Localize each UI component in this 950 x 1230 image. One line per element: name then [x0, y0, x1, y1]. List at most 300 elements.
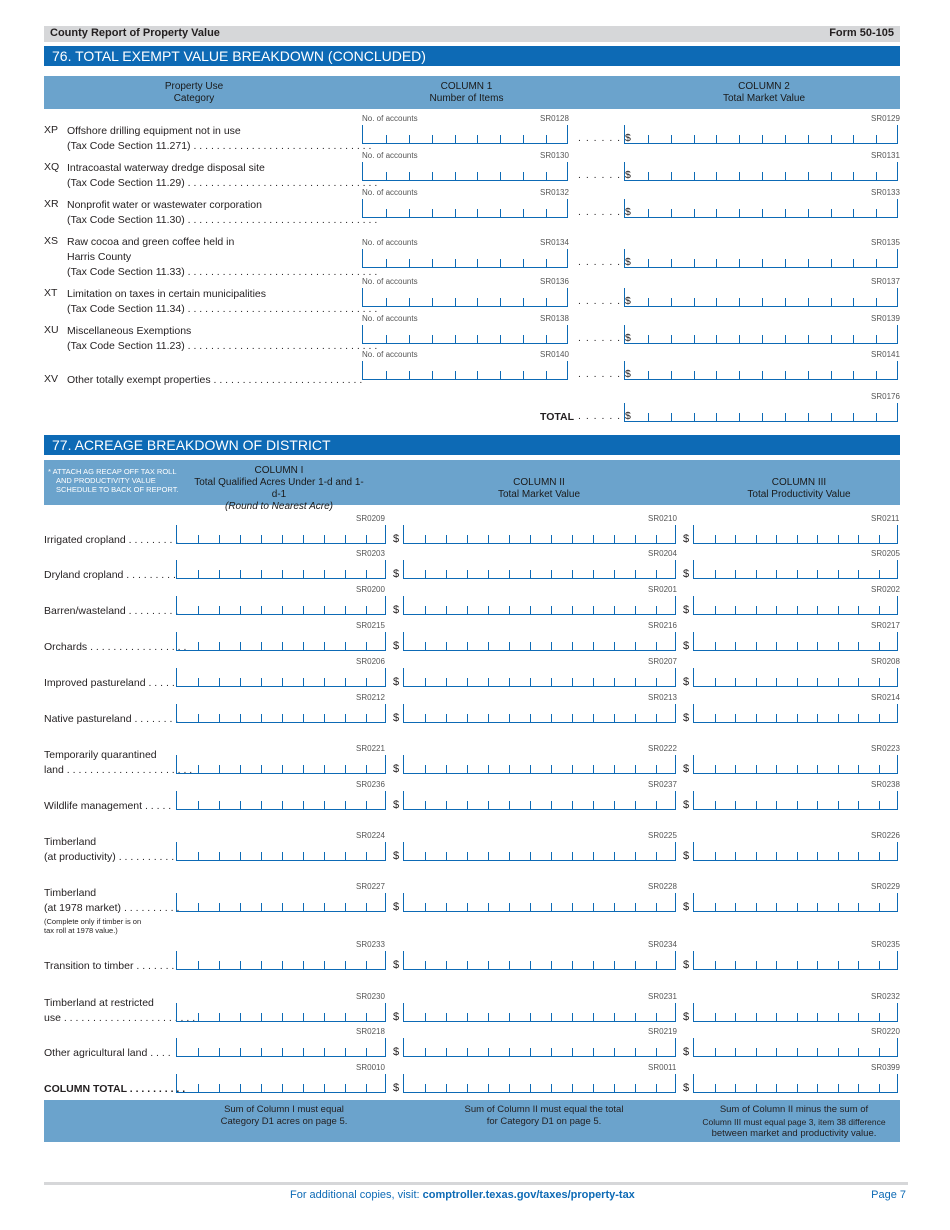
- field-separator: [366, 714, 367, 722]
- accounts-label: No. of accounts: [362, 238, 418, 247]
- field-separator: [530, 570, 531, 578]
- number-of-items-field[interactable]: [362, 162, 568, 181]
- sr-code: SR0131: [871, 151, 900, 160]
- field-separator: [716, 371, 717, 379]
- field-separator: [879, 961, 880, 969]
- land-use-label: Wildlife management . . . . .: [44, 800, 172, 812]
- category-label: Miscellaneous Exemptions (Tax Code Section 11.23) . . . . . . . . . . . . . . . . . . . . . . . . . . . . . . . . .: [67, 325, 378, 352]
- productivity-value-field[interactable]: [693, 893, 898, 912]
- acres-field[interactable]: [176, 632, 386, 651]
- market-value-field[interactable]: [403, 893, 676, 912]
- sr-code: SR0129: [871, 114, 900, 123]
- field-separator: [551, 1084, 552, 1092]
- field-separator: [756, 1084, 757, 1092]
- field-separator: [282, 606, 283, 614]
- sr-code: SR0230: [356, 992, 385, 1001]
- field-separator: [776, 642, 777, 650]
- field-separator: [303, 903, 304, 911]
- field-separator: [303, 570, 304, 578]
- dollar-sign: $: [683, 568, 690, 580]
- sr-code: SR0237: [648, 780, 677, 789]
- acres-field[interactable]: [176, 842, 386, 861]
- field-separator: [593, 801, 594, 809]
- market-value-field[interactable]: [403, 560, 676, 579]
- field-separator: [477, 259, 478, 267]
- sr-code: SR0176: [871, 392, 900, 401]
- market-value-field[interactable]: [624, 288, 898, 307]
- sr-code: SR0205: [871, 549, 900, 558]
- productivity-value-field[interactable]: [693, 842, 898, 861]
- field-separator: [282, 961, 283, 969]
- sr-code: SR0132: [540, 188, 569, 197]
- field-separator: [831, 209, 832, 217]
- field-separator: [817, 903, 818, 911]
- acres-field[interactable]: [176, 951, 386, 970]
- market-value-field[interactable]: [403, 632, 676, 651]
- number-of-items-field[interactable]: [362, 288, 568, 307]
- field-separator: [303, 642, 304, 650]
- field-separator: [656, 801, 657, 809]
- field-separator: [656, 765, 657, 773]
- productivity-value-field[interactable]: [693, 704, 898, 723]
- acres-field[interactable]: [176, 1003, 386, 1022]
- field-separator: [425, 961, 426, 969]
- field-separator: [366, 1084, 367, 1092]
- category-label: Nonprofit water or wastewater corporation (Tax Code Section 11.30) . . . . . . . . . . . . . . . . . . . . . . . . . . . . . . . . .: [67, 199, 378, 226]
- field-separator: [409, 209, 410, 217]
- field-separator: [739, 298, 740, 306]
- field-separator: [831, 413, 832, 421]
- number-of-items-field[interactable]: [362, 361, 568, 380]
- market-value-field[interactable]: [403, 668, 676, 687]
- accounts-label: No. of accounts: [362, 114, 418, 123]
- dollar-sign: $: [393, 799, 400, 811]
- footer-rule: [44, 1182, 908, 1185]
- sr-code: SR0225: [648, 831, 677, 840]
- field-separator: [715, 961, 716, 969]
- accounts-label: No. of accounts: [362, 277, 418, 286]
- field-separator: [735, 606, 736, 614]
- land-use-label: COLUMN TOTAL . . . . . . . . . .: [44, 1083, 186, 1095]
- field-separator: [876, 259, 877, 267]
- number-of-items-field[interactable]: [362, 325, 568, 344]
- field-separator: [198, 714, 199, 722]
- field-separator: [282, 678, 283, 686]
- field-separator: [198, 535, 199, 543]
- field-separator: [198, 1048, 199, 1056]
- total-market-value-field[interactable]: [624, 403, 898, 422]
- field-separator: [838, 765, 839, 773]
- field-separator: [261, 903, 262, 911]
- sr-code: SR0206: [356, 657, 385, 666]
- field-separator: [735, 765, 736, 773]
- acreage-column-3-header: COLUMN III Total Productivity Value: [747, 477, 851, 500]
- field-separator: [219, 765, 220, 773]
- field-separator: [858, 570, 859, 578]
- field-separator: [838, 961, 839, 969]
- market-value-field[interactable]: [624, 162, 898, 181]
- field-separator: [656, 903, 657, 911]
- productivity-value-field[interactable]: [693, 1074, 898, 1093]
- field-separator: [656, 535, 657, 543]
- market-value-field[interactable]: [403, 596, 676, 615]
- number-of-items-field[interactable]: [362, 125, 568, 144]
- acreage-column-2-header: COLUMN II Total Market Value: [497, 477, 581, 500]
- acres-field[interactable]: [176, 791, 386, 810]
- accounts-label: No. of accounts: [362, 350, 418, 359]
- field-separator: [345, 1048, 346, 1056]
- field-separator: [303, 535, 304, 543]
- field-separator: [467, 535, 468, 543]
- sr-code: SR0139: [871, 314, 900, 323]
- dollar-sign: $: [683, 676, 690, 688]
- market-value-field[interactable]: [403, 842, 676, 861]
- accounts-label: No. of accounts: [362, 314, 418, 323]
- number-of-items-field[interactable]: [362, 199, 568, 218]
- field-separator: [523, 172, 524, 180]
- sr-code: SR0214: [871, 693, 900, 702]
- field-separator: [432, 371, 433, 379]
- field-separator: [879, 1013, 880, 1021]
- field-separator: [671, 259, 672, 267]
- dollar-sign: $: [393, 1046, 400, 1058]
- field-separator: [446, 642, 447, 650]
- field-separator: [817, 1084, 818, 1092]
- field-separator: [572, 678, 573, 686]
- field-separator: [876, 135, 877, 143]
- field-separator: [648, 209, 649, 217]
- market-value-field[interactable]: [624, 361, 898, 380]
- field-separator: [831, 371, 832, 379]
- field-separator: [656, 1013, 657, 1021]
- market-value-field[interactable]: [624, 125, 898, 144]
- field-separator: [261, 535, 262, 543]
- productivity-value-field[interactable]: [693, 1003, 898, 1022]
- field-separator: [593, 606, 594, 614]
- acres-field[interactable]: [176, 560, 386, 579]
- field-separator: [409, 298, 410, 306]
- field-separator: [858, 714, 859, 722]
- field-separator: [240, 570, 241, 578]
- field-separator: [797, 1013, 798, 1021]
- field-separator: [715, 903, 716, 911]
- productivity-value-field[interactable]: [693, 951, 898, 970]
- sr-code: SR0200: [356, 585, 385, 594]
- field-separator: [817, 852, 818, 860]
- field-separator: [614, 1048, 615, 1056]
- market-value-field[interactable]: [624, 249, 898, 268]
- field-separator: [838, 852, 839, 860]
- field-separator: [455, 135, 456, 143]
- field-separator: [879, 535, 880, 543]
- field-separator: [808, 413, 809, 421]
- field-separator: [366, 678, 367, 686]
- land-use-label: Orchards . . . . . . . . . . . . . . . . .: [44, 641, 187, 653]
- sr-code: SR0219: [648, 1027, 677, 1036]
- field-separator: [551, 765, 552, 773]
- field-separator: [762, 371, 763, 379]
- field-separator: [240, 765, 241, 773]
- category-code: XQ: [44, 161, 60, 173]
- number-of-items-field[interactable]: [362, 249, 568, 268]
- sr-code: SR0208: [871, 657, 900, 666]
- productivity-value-field[interactable]: [693, 1038, 898, 1057]
- footnote-column-2: Sum of Column II must equal the total for Category D1 on page 5.: [464, 1104, 624, 1127]
- field-separator: [282, 852, 283, 860]
- market-value-field[interactable]: [403, 525, 676, 544]
- field-separator: [614, 1013, 615, 1021]
- sr-code: SR0204: [648, 549, 677, 558]
- field-separator: [715, 1084, 716, 1092]
- field-separator: [756, 535, 757, 543]
- field-separator: [762, 335, 763, 343]
- category-label: Raw cocoa and green coffee held in Harris County (Tax Code Section 11.33) . . . . . . . . . . . . . . . . . . . . . . . . . . . . . . . . .: [67, 236, 378, 278]
- field-separator: [467, 1084, 468, 1092]
- leader-dots: . . . . . . $: [578, 169, 632, 181]
- sr-code: SR0203: [356, 549, 385, 558]
- field-separator: [303, 1084, 304, 1092]
- acres-field[interactable]: [176, 1074, 386, 1093]
- field-separator: [425, 642, 426, 650]
- acres-field[interactable]: [176, 525, 386, 544]
- field-separator: [831, 172, 832, 180]
- field-separator: [446, 903, 447, 911]
- field-separator: [425, 714, 426, 722]
- field-separator: [530, 1048, 531, 1056]
- market-value-field[interactable]: [403, 791, 676, 810]
- field-separator: [593, 903, 594, 911]
- field-separator: [735, 801, 736, 809]
- sr-code: SR0226: [871, 831, 900, 840]
- field-separator: [509, 642, 510, 650]
- market-value-field[interactable]: [624, 325, 898, 344]
- field-separator: [488, 961, 489, 969]
- field-separator: [500, 209, 501, 217]
- field-separator: [467, 852, 468, 860]
- productivity-value-field[interactable]: [693, 755, 898, 774]
- field-separator: [366, 903, 367, 911]
- acres-field[interactable]: [176, 668, 386, 687]
- field-separator: [303, 678, 304, 686]
- leader-dots: . . . . . . $: [578, 206, 632, 218]
- field-separator: [551, 1048, 552, 1056]
- acres-field[interactable]: [176, 1038, 386, 1057]
- leader-dots: . . . . . . $: [578, 332, 632, 344]
- sr-code: SR0227: [356, 882, 385, 891]
- acres-field[interactable]: [176, 704, 386, 723]
- sr-code: SR0217: [871, 621, 900, 630]
- field-separator: [523, 371, 524, 379]
- market-value-field[interactable]: [403, 1074, 676, 1093]
- field-separator: [261, 606, 262, 614]
- field-separator: [756, 1048, 757, 1056]
- section-76-title: 76. TOTAL EXEMPT VALUE BREAKDOWN (CONCLUDED): [44, 46, 900, 66]
- field-separator: [467, 570, 468, 578]
- field-separator: [797, 1084, 798, 1092]
- category-label: Other totally exempt properties . . . . . . . . . . . . . . . . . . . . . . . . . .: [67, 374, 363, 386]
- field-separator: [817, 765, 818, 773]
- field-separator: [425, 852, 426, 860]
- field-separator: [198, 642, 199, 650]
- field-separator: [386, 209, 387, 217]
- field-separator: [715, 606, 716, 614]
- field-separator: [853, 298, 854, 306]
- field-separator: [324, 903, 325, 911]
- dollar-sign: $: [393, 1011, 400, 1023]
- field-separator: [551, 606, 552, 614]
- sr-code: SR0224: [356, 831, 385, 840]
- market-value-field[interactable]: [403, 704, 676, 723]
- field-separator: [219, 903, 220, 911]
- field-separator: [572, 642, 573, 650]
- field-separator: [776, 1084, 777, 1092]
- field-separator: [785, 298, 786, 306]
- field-separator: [345, 606, 346, 614]
- field-separator: [432, 209, 433, 217]
- field-separator: [756, 852, 757, 860]
- land-use-label: Irrigated cropland . . . . . . . . .: [44, 534, 179, 546]
- dollar-sign: $: [393, 1082, 400, 1094]
- field-separator: [261, 642, 262, 650]
- acres-field[interactable]: [176, 893, 386, 912]
- market-value-field[interactable]: [624, 199, 898, 218]
- field-separator: [425, 765, 426, 773]
- field-separator: [546, 172, 547, 180]
- field-separator: [345, 714, 346, 722]
- land-use-label: Barren/wasteland . . . . . . . . .: [44, 605, 179, 617]
- field-separator: [762, 259, 763, 267]
- acres-field[interactable]: [176, 755, 386, 774]
- field-separator: [656, 1048, 657, 1056]
- productivity-value-field[interactable]: [693, 560, 898, 579]
- field-separator: [261, 801, 262, 809]
- field-separator: [219, 714, 220, 722]
- footer-link[interactable]: comptroller.texas.gov/taxes/property-tax: [422, 1189, 635, 1201]
- field-separator: [467, 714, 468, 722]
- field-separator: [797, 903, 798, 911]
- field-separator: [694, 298, 695, 306]
- category-code: XU: [44, 324, 59, 336]
- field-separator: [509, 961, 510, 969]
- sr-code: SR0011: [648, 1063, 677, 1072]
- field-separator: [797, 678, 798, 686]
- field-separator: [488, 1084, 489, 1092]
- field-separator: [614, 1084, 615, 1092]
- field-separator: [488, 852, 489, 860]
- field-separator: [467, 903, 468, 911]
- field-separator: [614, 961, 615, 969]
- productivity-value-field[interactable]: [693, 596, 898, 615]
- field-separator: [509, 765, 510, 773]
- field-separator: [425, 678, 426, 686]
- productivity-value-field[interactable]: [693, 668, 898, 687]
- market-value-field[interactable]: [403, 1003, 676, 1022]
- field-separator: [776, 1013, 777, 1021]
- field-separator: [366, 570, 367, 578]
- field-separator: [614, 903, 615, 911]
- field-separator: [261, 1084, 262, 1092]
- field-separator: [432, 172, 433, 180]
- field-separator: [879, 765, 880, 773]
- field-separator: [551, 801, 552, 809]
- field-separator: [635, 570, 636, 578]
- footnote-column-3: Sum of Column II minus the sum of Column III must equal page 3, item 38 difference between market and productivity value.: [702, 1104, 886, 1139]
- field-separator: [446, 801, 447, 809]
- sr-code: SR0215: [356, 621, 385, 630]
- productivity-value-field[interactable]: [693, 525, 898, 544]
- field-separator: [656, 606, 657, 614]
- sr-code: SR0130: [540, 151, 569, 160]
- field-separator: [879, 642, 880, 650]
- field-separator: [831, 335, 832, 343]
- field-separator: [488, 606, 489, 614]
- leader-dots: . . . . . . $: [578, 295, 632, 307]
- market-value-field[interactable]: [403, 1038, 676, 1057]
- sr-code: SR0232: [871, 992, 900, 1001]
- field-separator: [324, 801, 325, 809]
- acres-field[interactable]: [176, 596, 386, 615]
- field-separator: [671, 298, 672, 306]
- field-separator: [756, 961, 757, 969]
- productivity-value-field[interactable]: [693, 791, 898, 810]
- field-separator: [593, 642, 594, 650]
- productivity-value-field[interactable]: [693, 632, 898, 651]
- field-separator: [467, 765, 468, 773]
- field-separator: [797, 961, 798, 969]
- field-separator: [858, 678, 859, 686]
- field-separator: [635, 642, 636, 650]
- dollar-sign: $: [683, 1082, 690, 1094]
- field-separator: [425, 570, 426, 578]
- field-separator: [530, 678, 531, 686]
- field-separator: [735, 678, 736, 686]
- field-separator: [282, 1048, 283, 1056]
- field-separator: [648, 298, 649, 306]
- field-separator: [366, 606, 367, 614]
- field-separator: [735, 961, 736, 969]
- field-separator: [756, 1013, 757, 1021]
- field-separator: [694, 135, 695, 143]
- market-value-field[interactable]: [403, 755, 676, 774]
- field-separator: [477, 135, 478, 143]
- field-separator: [572, 1013, 573, 1021]
- field-separator: [614, 765, 615, 773]
- field-separator: [477, 209, 478, 217]
- field-separator: [735, 1048, 736, 1056]
- dollar-sign: $: [393, 533, 400, 545]
- field-separator: [785, 335, 786, 343]
- field-separator: [614, 801, 615, 809]
- field-separator: [219, 961, 220, 969]
- field-separator: [261, 765, 262, 773]
- field-separator: [500, 335, 501, 343]
- field-separator: [551, 642, 552, 650]
- field-separator: [530, 852, 531, 860]
- field-separator: [776, 570, 777, 578]
- field-separator: [551, 714, 552, 722]
- field-separator: [572, 570, 573, 578]
- form-header-bar: [44, 26, 900, 42]
- market-value-field[interactable]: [403, 951, 676, 970]
- field-separator: [509, 570, 510, 578]
- field-separator: [240, 903, 241, 911]
- field-separator: [446, 606, 447, 614]
- field-separator: [455, 335, 456, 343]
- field-separator: [432, 135, 433, 143]
- dollar-sign: $: [683, 1046, 690, 1058]
- field-separator: [530, 535, 531, 543]
- field-separator: [593, 535, 594, 543]
